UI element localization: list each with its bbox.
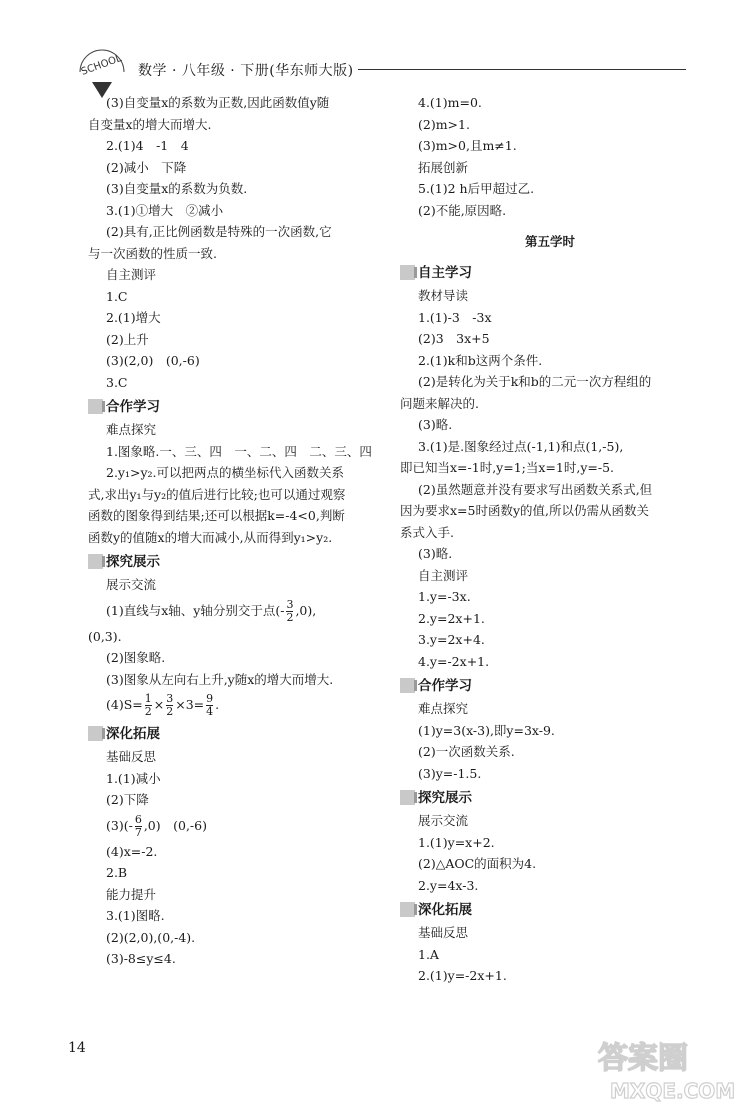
header-title: 数学 · 八年级 · 下册(华东师大版) bbox=[138, 63, 354, 79]
answer-line: 3.(1)①增大 ②减小 bbox=[106, 202, 224, 218]
answer-line: (2)不能,原因略. bbox=[418, 202, 507, 218]
answer-line: 4.y=-2x+1. bbox=[418, 653, 490, 669]
subsection-heading: 基础反思 bbox=[418, 925, 469, 940]
answer-line: 式,求出y₁与y₂的值后进行比较;也可以通过观察 bbox=[88, 486, 346, 502]
answer-line: 3.(1)是.图象经过点(-1,1)和点(1,-5), bbox=[418, 438, 624, 454]
watermark-logo bbox=[576, 1028, 746, 1106]
fraction: $\frac{6}{7}$ bbox=[134, 812, 142, 839]
answer-line: 1.(1)y=x+2. bbox=[418, 834, 495, 850]
answer-line: (2)图象略. bbox=[106, 650, 166, 665]
answer-line: 1.C bbox=[106, 288, 128, 304]
answer-line: (3)图象从左向右上升,y随x的增大而增大. bbox=[106, 671, 334, 687]
answer-line: (2)具有,正比例函数是特殊的一次函数,它 bbox=[106, 224, 332, 239]
svg-text:答案圈: 答案圈 bbox=[598, 1041, 688, 1076]
subsection-heading: 展示交流 bbox=[106, 577, 157, 592]
subsection-heading: 自主测评 bbox=[418, 567, 469, 583]
answer-line: (2)△AOC的面积为4. bbox=[418, 856, 537, 871]
lesson-heading: 第五学时 bbox=[524, 234, 575, 249]
subsection-heading: 教材导读 bbox=[418, 288, 469, 303]
section-marker-icon bbox=[88, 399, 103, 414]
section-heading: 探究展示 bbox=[400, 786, 700, 810]
fraction: $\frac{9}{4}$ bbox=[206, 692, 214, 718]
section-heading: 探究展示 bbox=[88, 550, 376, 574]
answer-line: (2)下降 bbox=[106, 792, 149, 807]
subsection-heading: 难点探究 bbox=[418, 701, 469, 716]
subsection-heading: 展示交流 bbox=[418, 813, 469, 828]
answer-line: 2.B bbox=[106, 865, 128, 880]
subsection-heading: 自主测评 bbox=[106, 267, 157, 282]
answer-line: (3)-8≤y≤4. bbox=[106, 951, 176, 966]
answer-line: (3)略. bbox=[418, 546, 453, 561]
section-marker-icon bbox=[400, 678, 415, 693]
answer-line: 4.(1)m=0. bbox=[418, 95, 482, 110]
answer-line: 2.y=2x+1. bbox=[418, 610, 485, 626]
subsection-heading: 能力提升 bbox=[106, 886, 157, 902]
answer-line: (3)y=-1.5. bbox=[418, 765, 482, 781]
section-heading: 合作学习 bbox=[400, 674, 700, 698]
answer-line: 2.(1)k和b这两个条件. bbox=[418, 352, 543, 368]
section-marker-icon bbox=[88, 554, 103, 569]
answer-line: 即已知当x=-1时,y=1;当x=1时,y=-5. bbox=[400, 460, 615, 475]
answer-line: (1)y=3(x-3),即y=3x-9. bbox=[418, 722, 555, 738]
section-heading: 自主学习 bbox=[400, 261, 700, 285]
answer-line: (2)3 3x+5 bbox=[418, 331, 490, 346]
answer-line: (2)减小 下降 bbox=[106, 159, 187, 175]
fraction: $\frac{3}{2}$ bbox=[286, 597, 294, 624]
answer-line: (2)虽然题意并没有要求写出函数关系式,但 bbox=[418, 481, 653, 497]
subsection-heading: 难点探究 bbox=[106, 422, 157, 437]
answer-line: 因为要求x=5时函数y的值,所以仍需从函数关 bbox=[400, 503, 650, 518]
answer-line: 2.y=4x-3. bbox=[418, 877, 479, 893]
answer-line: 与一次函数的性质一致. bbox=[88, 245, 217, 261]
answer-line: (3)m>0,且m≠1. bbox=[418, 138, 517, 153]
answer-line: (1)直线与x轴、y轴分别交于点(- $\frac{3}{2}$ ,0), bbox=[106, 597, 317, 624]
section-heading: 深化拓展 bbox=[400, 898, 700, 922]
fraction: $\frac{3}{2}$ bbox=[166, 692, 174, 718]
answer-line: 2.(1)4 -1 4 bbox=[106, 138, 189, 153]
answer-line: 2.(1)y=-2x+1. bbox=[418, 968, 507, 983]
answer-line: (3)自变量x的系数为正数,因此函数值y随 bbox=[106, 95, 330, 110]
answer-line: 3.y=2x+4. bbox=[418, 632, 485, 647]
answer-line: (2)m>1. bbox=[418, 116, 470, 132]
answer-line: 3.C bbox=[106, 374, 128, 390]
answer-line: 5.(1)2 h后甲超过乙. bbox=[418, 181, 535, 196]
section-heading: 深化拓展 bbox=[88, 722, 376, 746]
answer-line: (4)x=-2. bbox=[106, 843, 158, 859]
answer-line: 1.(1)-3 -3x bbox=[418, 309, 492, 325]
svg-text:SCHOOL: SCHOOL bbox=[79, 53, 124, 78]
answer-line: (3)(2,0) (0,-6) bbox=[106, 353, 200, 368]
section-marker-icon bbox=[400, 265, 415, 280]
section-marker-icon bbox=[400, 790, 415, 805]
section-marker-icon bbox=[88, 726, 103, 741]
page-number: 14 bbox=[68, 1040, 86, 1056]
left-column bbox=[88, 92, 376, 970]
answer-line: 2.y₁>y₂.可以把两点的横坐标代入函数关系 bbox=[106, 465, 345, 480]
answer-line: 函数y的值随x的增大而减小,从而得到y₁>y₂. bbox=[88, 529, 333, 545]
school-logo bbox=[74, 42, 130, 98]
answer-line: (2)(2,0),(0,-4). bbox=[106, 929, 196, 945]
answer-line: (2)上升 bbox=[106, 331, 149, 347]
answer-line: (2)一次函数关系. bbox=[418, 744, 515, 759]
answer-line: 3.(1)图略. bbox=[106, 908, 165, 923]
answer-line: (3)自变量x的系数为负数. bbox=[106, 181, 248, 196]
answer-line: (4)S= $\frac{1}{2}$ × $\frac{3}{2}$ ×3= $\frac{9}{4}$ . bbox=[106, 692, 220, 718]
answer-line: 系式入手. bbox=[400, 524, 454, 540]
answer-line: 1.(1)减小 bbox=[106, 770, 161, 786]
section-heading: 合作学习 bbox=[88, 395, 376, 419]
fraction: $\frac{1}{2}$ bbox=[144, 692, 152, 718]
svg-text:MXQE.COM: MXQE.COM bbox=[610, 1079, 736, 1103]
header-rule bbox=[358, 69, 686, 70]
answer-line: 函数的图象得到结果;还可以根据k=-4<0,判断 bbox=[88, 508, 345, 523]
subsection-heading: 拓展创新 bbox=[418, 159, 469, 175]
subsection-heading: 基础反思 bbox=[106, 749, 157, 764]
answer-line: 2.(1)增大 bbox=[106, 310, 161, 325]
right-column bbox=[400, 92, 700, 987]
answer-line: (3)(- $\frac{6}{7}$ ,0) (0,-6) bbox=[106, 812, 207, 839]
answer-line: (3)略. bbox=[418, 417, 453, 432]
answer-line: (2)是转化为关于k和b的二元一次方程组的 bbox=[418, 374, 652, 389]
answer-line: (0,3). bbox=[88, 628, 122, 644]
answer-line: 自变量x的增大而增大. bbox=[88, 116, 212, 132]
answer-line: 问题来解决的. bbox=[400, 395, 479, 411]
section-marker-icon bbox=[400, 902, 415, 917]
answer-line: 1.y=-3x. bbox=[418, 589, 471, 604]
answer-line: 1.A bbox=[418, 946, 439, 962]
answer-line: 1.图象略.一、三、四 一、二、四 二、三、四 bbox=[106, 443, 372, 459]
